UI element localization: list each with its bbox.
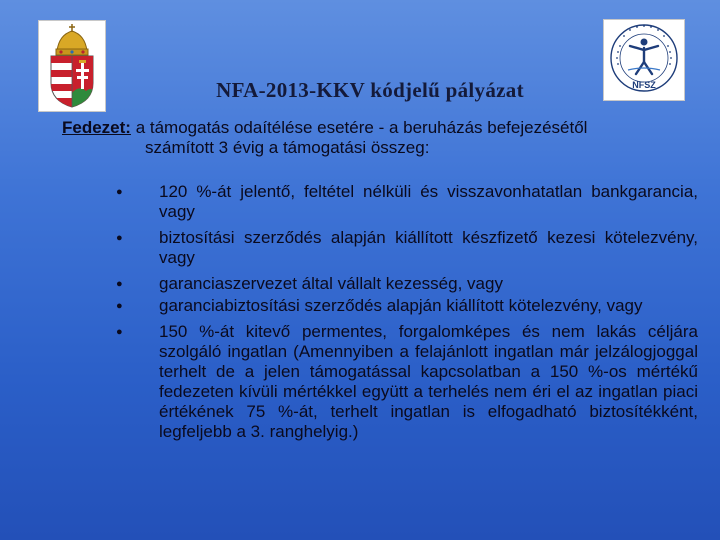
bullet-icon: ● — [116, 232, 123, 244]
list-item — [112, 322, 698, 442]
bullet-icon: ● — [116, 186, 123, 198]
intro-line-1: a támogatás odaítélése esetére - a beruházás befejezésétől — [130, 118, 588, 137]
list-item — [112, 228, 698, 268]
intro-line-2: számított 3 évig a támogatási összeg: — [145, 138, 430, 157]
list-item — [112, 182, 698, 222]
intro-label: Fedezet: — [62, 118, 131, 137]
bullet-icon: ● — [116, 300, 123, 312]
list-item-text: 150 %-át kitevő permentes, forgalomképes és nem lakás céljára szolgáló ingatlan (Amennyiben a felajánlott ingatlan már jelzálogjoggal terhelt de a jelen támogatással kapcsolatban a 150 %-os mértékű fedezeten kívüli mértékkel együtt a terhelés nem éri el az ingatlan piaci értékének 75 %-át, terhelt ingatlan is elfogadható biztosítékként, legfeljebb a 3. ranghelyig.) — [159, 322, 698, 441]
bullet-list — [112, 182, 698, 448]
list-item — [112, 274, 698, 294]
bullet-icon: ● — [116, 326, 123, 338]
intro-paragraph — [62, 118, 702, 158]
list-item-text: garanciabiztosítási szerződés alapján kiállított kötelezvény, vagy — [159, 296, 643, 315]
page-title: NFA-2013-KKV kódjelű pályázat — [216, 78, 524, 102]
list-item — [112, 296, 698, 316]
list-item-text: biztosítási szerződés alapján kiállított készfizető kezesi kötelezvény, vagy — [159, 228, 698, 267]
list-item-text: 120 %-át jelentő, feltétel nélküli és visszavonhatatlan bankgarancia, vagy — [159, 182, 698, 221]
nfsz-logo-text: NFSZ — [632, 80, 656, 90]
bullet-icon: ● — [116, 278, 123, 290]
list-item-text: garanciaszervezet által vállalt kezesség, vagy — [159, 274, 503, 293]
